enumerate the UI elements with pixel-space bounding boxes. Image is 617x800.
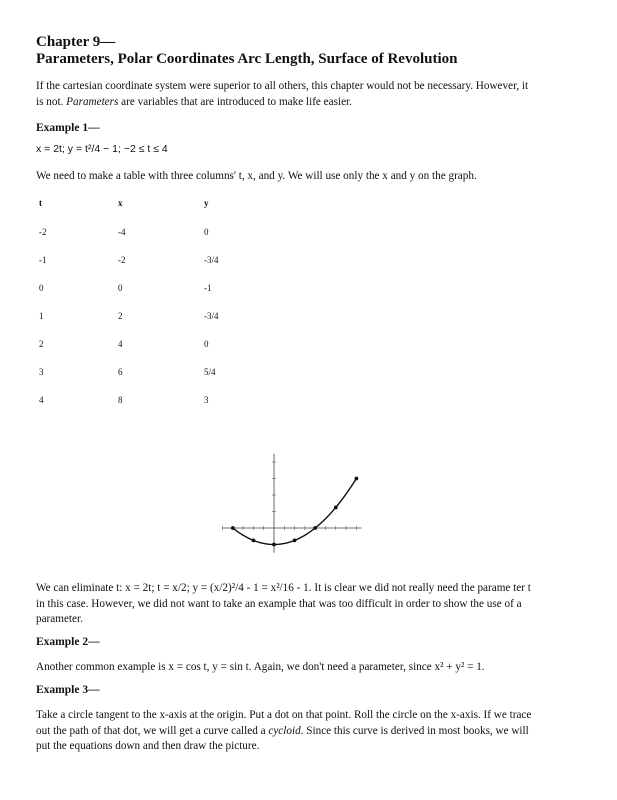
- table-cell: 4: [118, 339, 123, 349]
- data-point: [252, 538, 256, 542]
- data-point: [334, 505, 338, 509]
- example-3-paragraph: [36, 708, 581, 755]
- table-cell: 5/4: [204, 367, 216, 377]
- table-cell: -2: [39, 227, 47, 237]
- example-2-text: Another common example is x = cos t, y = sin t. Again, we don't need a parameter, since x² + y² = 1.: [36, 661, 485, 673]
- intro-paragraph: [36, 79, 581, 110]
- elimination-line-2: in this case. However, we did not want to take an example that was too difficult in order to show the use of a: [36, 597, 522, 610]
- parametric-curve: [233, 479, 357, 545]
- table-cell: 0: [204, 227, 209, 237]
- elimination-line-3: parameter.: [36, 613, 83, 625]
- table-cell: -1: [39, 255, 47, 265]
- example-3-line-2-start: out the path of that dot, we will get a curve called a: [36, 724, 269, 737]
- example-2-heading: Example 2—: [36, 636, 100, 648]
- table-cell: 0: [118, 283, 123, 293]
- table-cell: 8: [118, 395, 123, 405]
- example-1-equation: x = 2t; y = t²/4 − 1; −2 ≤ t ≤ 4: [36, 143, 168, 155]
- example-1-heading: Example 1—: [36, 122, 100, 134]
- data-point: [231, 526, 235, 530]
- parametric-graph: [170, 432, 450, 572]
- chapter-subtitle: Parameters, Polar Coordinates Arc Length, Surface of Revolution: [36, 51, 458, 67]
- table-cell: 3: [39, 367, 44, 377]
- table-cell: 1: [39, 311, 44, 321]
- table-cell: -4: [118, 227, 126, 237]
- table-cell: -3/4: [204, 255, 219, 265]
- table-cell: 2: [118, 311, 123, 321]
- example-3-line-2: [36, 724, 581, 740]
- example-3-heading: Example 3—: [36, 684, 100, 696]
- table-cell: 6: [118, 367, 123, 377]
- chapter-title: Chapter 9—: [36, 34, 116, 50]
- intro-line-1: If the cartesian coordinate system were superior to all others, this chapter would not be necessary. However, it: [36, 80, 529, 92]
- table-cell: 0: [39, 283, 44, 293]
- table-header-t: t: [39, 198, 42, 208]
- elimination-line-1: We can eliminate t: x = 2t; t = x/2; y = (x/2)²/4 - 1 = x²/16 - 1. It is clear we did not really need the parame ter t: [36, 582, 531, 594]
- example-3-line-3: put the equations down and then draw the picture.: [36, 740, 260, 752]
- data-point: [293, 538, 297, 542]
- table-cell: 2: [39, 339, 44, 349]
- table-cell: 4: [39, 395, 44, 405]
- intro-line-2-end: are variables that are introduced to make life easier.: [118, 95, 352, 108]
- table-cell: -3/4: [204, 311, 219, 321]
- intro-line-2: [36, 95, 581, 111]
- table-header-y: y: [204, 198, 209, 208]
- intro-line-2-start: is not.: [36, 95, 67, 108]
- table-intro: We need to make a table with three columns' t, x, and y. We will use only the x and y on the graph.: [36, 170, 477, 182]
- table-cell: 3: [204, 395, 209, 405]
- table-cell: 0: [204, 339, 209, 349]
- elimination-paragraph: [36, 581, 581, 628]
- data-point: [313, 526, 317, 530]
- example-3-line-2-end: . Since this curve is derived in most books, we will: [300, 724, 529, 737]
- example-3-line-1: Take a circle tangent to the x-axis at the origin. Put a dot on that point. Roll the circle on the x-axis. If we trace: [36, 709, 532, 721]
- table-cell: -2: [118, 255, 126, 265]
- intro-emphasis: Parameters: [66, 95, 119, 108]
- table-header-x: x: [118, 198, 123, 208]
- data-point: [355, 477, 359, 481]
- table-cell: -1: [204, 283, 212, 293]
- cycloid-term: cycloid: [268, 724, 301, 737]
- data-point: [272, 543, 276, 547]
